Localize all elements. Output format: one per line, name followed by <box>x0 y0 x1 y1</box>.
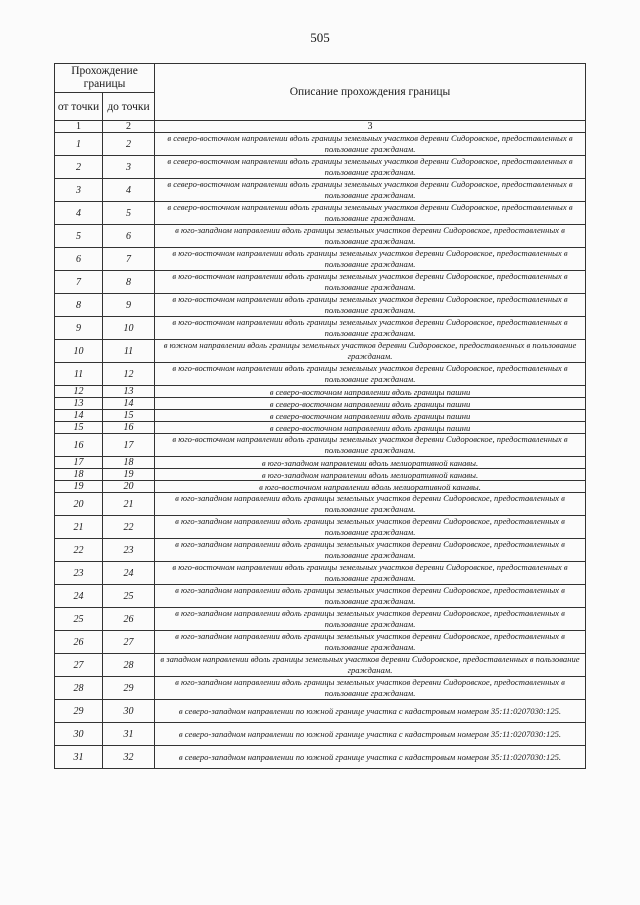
description-cell: в северо-восточном направлении вдоль границы земельных участков деревни Сидоровское, предоставленных в пользование гражданам. <box>155 156 586 179</box>
point-to-cell: 30 <box>103 700 155 723</box>
description-cell: в юго-западном направлении вдоль границы земельных участков деревни Сидоровское, предоставленных в пользование гражданам. <box>155 631 586 654</box>
header-from: от точки <box>55 93 103 121</box>
table-row <box>55 398 586 410</box>
description-cell: в юго-западном направлении вдоль границы земельных участков деревни Сидоровское, предоставленных в пользование гражданам. <box>155 225 586 248</box>
point-from-cell: 28 <box>55 677 103 700</box>
point-to-cell: 3 <box>103 156 155 179</box>
point-from-cell: 10 <box>55 340 103 363</box>
point-to-cell: 23 <box>103 539 155 562</box>
point-from-cell: 3 <box>55 179 103 202</box>
table-row <box>55 700 586 723</box>
table-row <box>55 202 586 225</box>
point-from-cell: 5 <box>55 225 103 248</box>
table-row <box>55 631 586 654</box>
point-to-cell: 10 <box>103 317 155 340</box>
point-from-cell: 29 <box>55 700 103 723</box>
point-from-cell: 23 <box>55 562 103 585</box>
point-from-cell: 27 <box>55 654 103 677</box>
point-to-cell: 2 <box>103 133 155 156</box>
header-to: до точки <box>103 93 155 121</box>
point-to-cell: 4 <box>103 179 155 202</box>
table-row <box>55 723 586 746</box>
point-from-cell: 26 <box>55 631 103 654</box>
point-to-cell: 15 <box>103 410 155 422</box>
description-cell: в юго-восточном направлении вдоль границы земельных участков деревни Сидоровское, предоставленных в пользование гражданам. <box>155 363 586 386</box>
point-from-cell: 20 <box>55 493 103 516</box>
table-row <box>55 410 586 422</box>
point-to-cell: 28 <box>103 654 155 677</box>
header-description: Описание прохождения границы <box>155 64 586 121</box>
description-cell: в юго-восточном направлении вдоль границы земельных участков деревни Сидоровское, предоставленных в пользование гражданам. <box>155 248 586 271</box>
point-to-cell: 31 <box>103 723 155 746</box>
table-row <box>55 271 586 294</box>
point-from-cell: 31 <box>55 746 103 769</box>
table-row <box>55 469 586 481</box>
description-cell: в юго-восточном направлении вдоль границы земельных участков деревни Сидоровское, предоставленных в пользование гражданам. <box>155 317 586 340</box>
point-from-cell: 24 <box>55 585 103 608</box>
table-row <box>55 516 586 539</box>
description-cell: в юго-западном направлении вдоль границы земельных участков деревни Сидоровское, предоставленных в пользование гражданам. <box>155 493 586 516</box>
point-to-cell: 20 <box>103 481 155 493</box>
description-cell: в юго-западном направлении вдоль границы земельных участков деревни Сидоровское, предоставленных в пользование гражданам. <box>155 608 586 631</box>
point-to-cell: 14 <box>103 398 155 410</box>
point-to-cell: 7 <box>103 248 155 271</box>
boundary-table <box>54 63 586 769</box>
point-to-cell: 32 <box>103 746 155 769</box>
point-from-cell: 16 <box>55 434 103 457</box>
description-cell: в северо-восточном направлении вдоль границы пашни <box>155 422 586 434</box>
point-from-cell: 17 <box>55 457 103 469</box>
point-from-cell: 21 <box>55 516 103 539</box>
description-cell: в юго-восточном направлении вдоль границы земельных участков деревни Сидоровское, предоставленных в пользование гражданам. <box>155 562 586 585</box>
table-header <box>55 64 586 133</box>
column-number: 1 <box>55 121 103 133</box>
table-row <box>55 434 586 457</box>
table-row <box>55 481 586 493</box>
description-cell: в северо-восточном направлении вдоль границы земельных участков деревни Сидоровское, предоставленных в пользование гражданам. <box>155 179 586 202</box>
table-row <box>55 363 586 386</box>
header-passage: Прохождение границы <box>55 64 155 93</box>
column-number: 3 <box>155 121 586 133</box>
point-to-cell: 26 <box>103 608 155 631</box>
point-from-cell: 7 <box>55 271 103 294</box>
table-body <box>55 133 586 769</box>
point-to-cell: 12 <box>103 363 155 386</box>
table-row <box>55 340 586 363</box>
table-row <box>55 539 586 562</box>
point-from-cell: 12 <box>55 386 103 398</box>
description-cell: в юго-восточном направлении вдоль мелиоративной канавы. <box>155 481 586 493</box>
description-cell: в западном направлении вдоль границы земельных участков деревни Сидоровское, предоставленных в пользование гражданам. <box>155 654 586 677</box>
description-cell: в северо-восточном направлении вдоль границы земельных участков деревни Сидоровское, предоставленных в пользование гражданам. <box>155 133 586 156</box>
point-from-cell: 14 <box>55 410 103 422</box>
point-from-cell: 2 <box>55 156 103 179</box>
table-row <box>55 179 586 202</box>
table-row <box>55 317 586 340</box>
point-from-cell: 1 <box>55 133 103 156</box>
point-from-cell: 30 <box>55 723 103 746</box>
description-cell: в северо-восточном направлении вдоль границы пашни <box>155 386 586 398</box>
description-cell: в северо-восточном направлении вдоль границы пашни <box>155 398 586 410</box>
table-row <box>55 608 586 631</box>
table-row <box>55 133 586 156</box>
description-cell: в юго-восточном направлении вдоль границы земельных участков деревни Сидоровское, предоставленных в пользование гражданам. <box>155 294 586 317</box>
table-row <box>55 562 586 585</box>
point-to-cell: 19 <box>103 469 155 481</box>
description-cell: в северо-западном направлении по южной границе участка с кадастровым номером 35:11:0207030:125. <box>155 700 586 723</box>
description-cell: в юго-восточном направлении вдоль границы земельных участков деревни Сидоровское, предоставленных в пользование гражданам. <box>155 434 586 457</box>
table-row <box>55 677 586 700</box>
description-cell: в северо-западном направлении по южной границе участка с кадастровым номером 35:11:0207030:125. <box>155 746 586 769</box>
point-to-cell: 17 <box>103 434 155 457</box>
description-cell: в юго-западном направлении вдоль мелиоративной канавы. <box>155 457 586 469</box>
point-to-cell: 18 <box>103 457 155 469</box>
point-from-cell: 6 <box>55 248 103 271</box>
point-to-cell: 9 <box>103 294 155 317</box>
point-from-cell: 9 <box>55 317 103 340</box>
description-cell: в северо-восточном направлении вдоль границы земельных участков деревни Сидоровское, предоставленных в пользование гражданам. <box>155 202 586 225</box>
point-to-cell: 24 <box>103 562 155 585</box>
description-cell: в юго-западном направлении вдоль границы земельных участков деревни Сидоровское, предоставленных в пользование гражданам. <box>155 677 586 700</box>
description-cell: в северо-восточном направлении вдоль границы пашни <box>155 410 586 422</box>
table-row <box>55 294 586 317</box>
description-cell: в южном направлении вдоль границы земельных участков деревни Сидоровское, предоставленных в пользование гражданам. <box>155 340 586 363</box>
page-number: 505 <box>310 30 330 45</box>
point-from-cell: 25 <box>55 608 103 631</box>
point-to-cell: 25 <box>103 585 155 608</box>
point-to-cell: 21 <box>103 493 155 516</box>
table-row <box>55 654 586 677</box>
point-to-cell: 11 <box>103 340 155 363</box>
point-to-cell: 6 <box>103 225 155 248</box>
table-row <box>55 457 586 469</box>
column-number: 2 <box>103 121 155 133</box>
point-from-cell: 22 <box>55 539 103 562</box>
table-row <box>55 422 586 434</box>
point-from-cell: 19 <box>55 481 103 493</box>
table-row <box>55 156 586 179</box>
point-to-cell: 29 <box>103 677 155 700</box>
point-to-cell: 16 <box>103 422 155 434</box>
point-from-cell: 13 <box>55 398 103 410</box>
point-from-cell: 15 <box>55 422 103 434</box>
table-row <box>55 493 586 516</box>
table-row <box>55 225 586 248</box>
column-number-row <box>55 121 586 133</box>
description-cell: в юго-западном направлении вдоль границы земельных участков деревни Сидоровское, предоставленных в пользование гражданам. <box>155 516 586 539</box>
table-row <box>55 248 586 271</box>
description-cell: в юго-западном направлении вдоль границы земельных участков деревни Сидоровское, предоставленных в пользование гражданам. <box>155 585 586 608</box>
table-row <box>55 746 586 769</box>
table-row <box>55 386 586 398</box>
description-cell: в юго-восточном направлении вдоль границы земельных участков деревни Сидоровское, предоставленных в пользование гражданам. <box>155 271 586 294</box>
point-from-cell: 4 <box>55 202 103 225</box>
point-to-cell: 8 <box>103 271 155 294</box>
description-cell: в юго-западном направлении вдоль границы земельных участков деревни Сидоровское, предоставленных в пользование гражданам. <box>155 539 586 562</box>
description-cell: в юго-западном направлении вдоль мелиоративной канавы. <box>155 469 586 481</box>
point-to-cell: 27 <box>103 631 155 654</box>
point-to-cell: 5 <box>103 202 155 225</box>
point-from-cell: 8 <box>55 294 103 317</box>
point-to-cell: 13 <box>103 386 155 398</box>
description-cell: в северо-западном направлении по южной границе участка с кадастровым номером 35:11:0207030:125. <box>155 723 586 746</box>
point-from-cell: 18 <box>55 469 103 481</box>
point-from-cell: 11 <box>55 363 103 386</box>
table-row <box>55 585 586 608</box>
point-to-cell: 22 <box>103 516 155 539</box>
